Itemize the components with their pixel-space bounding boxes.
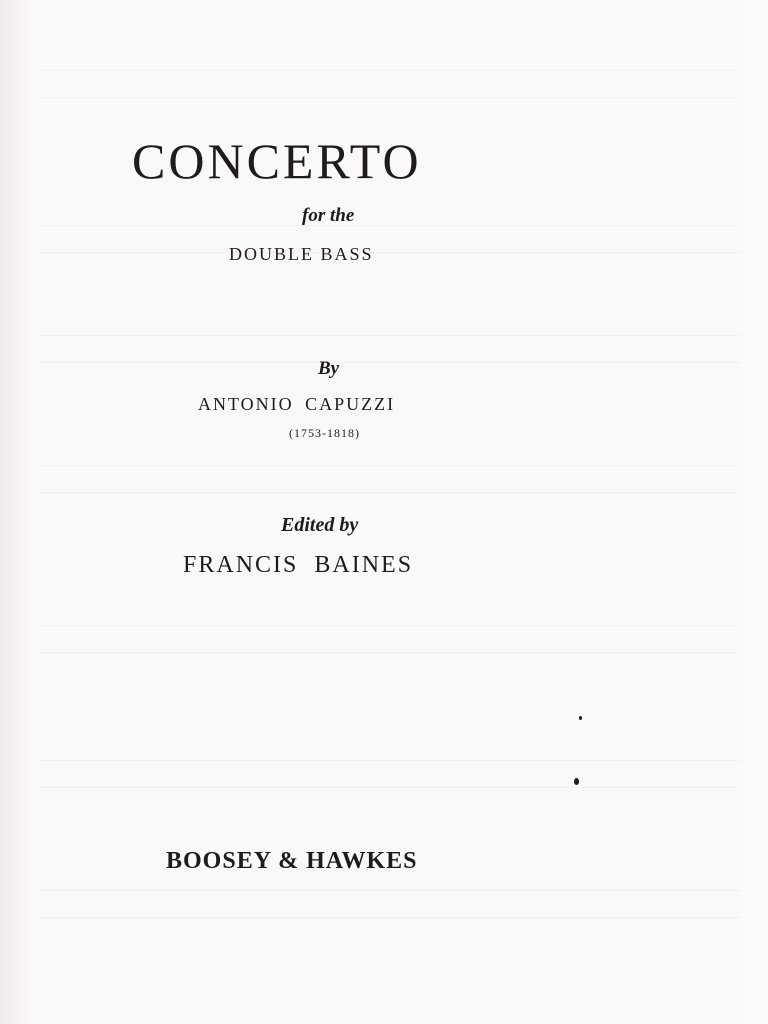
instrument: DOUBLE BASS	[229, 244, 374, 264]
bleed-through-staff	[40, 70, 740, 98]
bleed-through-staff	[40, 465, 740, 493]
edited-by-label: Edited by	[281, 514, 359, 536]
composer-name: ANTONIO CAPUZZI	[198, 394, 396, 414]
editor-name: FRANCIS BAINES	[183, 552, 414, 578]
ink-speck	[574, 778, 579, 785]
title: CONCERTO	[132, 133, 422, 189]
by-label: By	[318, 358, 340, 379]
bleed-through-staff	[40, 760, 740, 788]
bleed-through-staff	[40, 225, 740, 253]
bleed-through-staff	[40, 890, 740, 918]
page-edge-left	[0, 0, 34, 1024]
bleed-through-staff	[40, 625, 740, 653]
composer-dates: (1753-1818)	[289, 426, 360, 440]
publisher: BOOSEY & HAWKES	[166, 848, 418, 874]
ink-speck	[579, 716, 582, 720]
for-the-label: for the	[302, 205, 355, 226]
bleed-through-staff	[40, 335, 740, 363]
page-edge-right	[738, 0, 768, 1024]
